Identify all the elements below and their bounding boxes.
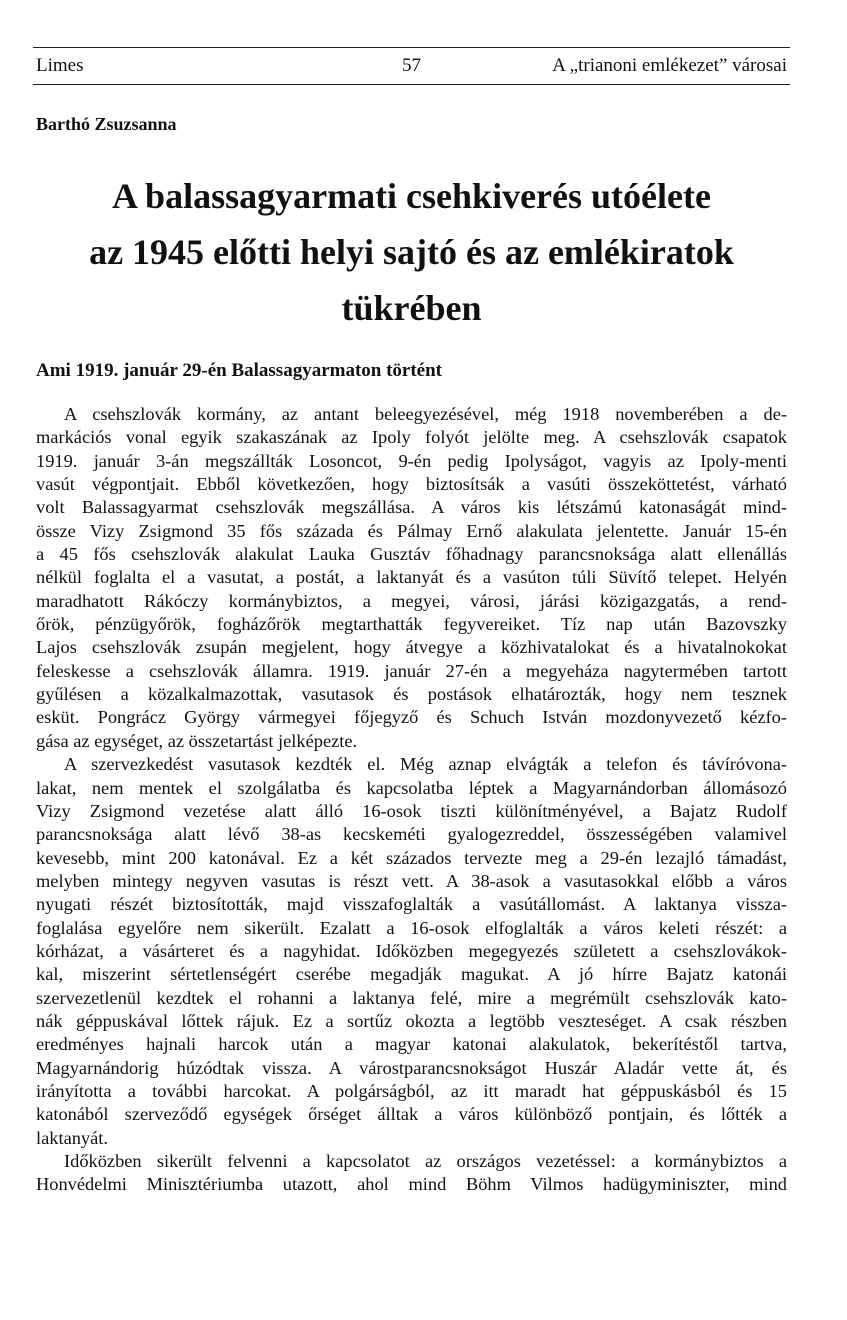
article-title (36, 168, 787, 336)
text-line: őrök, pénzügyőrök, fogházőrök megtarthatták fegyvereiket. Tíz nap után Bazovszky (36, 614, 787, 635)
title-line: az 1945 előtti helyi sajtó és az emlékiratok (89, 232, 734, 272)
text-line: Honvédelmi Minisztériumba utazott, ahol mind Böhm Vilmos hadügyminiszter, mind (36, 1174, 787, 1195)
text-line: Lajos csehszlovák zsupán megjelent, hogy átvegye a közhivatalokat és a hivatalnokokat (36, 637, 787, 658)
text-line: melyben mintegy negyven vasutas is részt vett. A 38-asok a vasutasokkal előbb a város (36, 870, 787, 891)
text-line: markációs vonal egyik szakaszának az Ipoly folyót jelölte meg. A csehszlovák csapatok (36, 427, 787, 448)
text-line: maradhatott Rákóczy kormánybiztos, a megyei, városi, járási közigazgatás, a rend- (36, 590, 787, 611)
section-heading: Ami 1919. január 29-én Balassagyarmaton történt (36, 360, 443, 381)
section-title: A „trianoni emlékezet” városai (552, 55, 787, 76)
text-line: kal, miszerint sértetlenségért cserébe megadják magukat. A jó hírre Bajatz katonái (36, 964, 787, 985)
text-line: össze Vizy Zsigmond 35 fős százada és Pálmay Ernő alakulata jelentette. Január 15-én (36, 520, 787, 541)
text-line: laktanyát. (36, 1127, 109, 1148)
journal-name: Limes (36, 55, 84, 76)
text-line: feleskesse a csehszlovák államra. 1919. január 27-én a megyeháza nagytermében tartott (36, 660, 787, 681)
text-line: eredményes hajnali harcok után a magyar katonai alakulatok, bekerítéstől tartva, (36, 1034, 787, 1055)
text-line: szervezetlenül kezdtek el rohanni a laktanya felé, mire a megrémült csehszlovák kato- (36, 987, 787, 1008)
text-line: Vizy Zsigmond vezetése alatt álló 16-osok tiszti különítményével, a Bajatz Rudolf (36, 800, 787, 821)
text-line: esküt. Pongrácz György vármegyei főjegyző és Schuch István mozdonyvezető kézfo- (36, 707, 787, 728)
text-line: foglalása egyelőre nem sikerült. Ezalatt a 16-osok elfoglalták a város keleti részét: a (36, 917, 787, 938)
text-line: kevesebb, mint 200 katonával. Ez a két százados tervezte meg a 29-én lezajló támadást, (36, 847, 787, 868)
text-line: Magyarnándorig húzódtak vissza. A várostparancsnokságot Huszár Aladár vette át, és (36, 1057, 787, 1078)
page-number: 57 (402, 55, 421, 76)
header-rule-bottom (33, 84, 790, 85)
text-line: lakat, nem mentek el szolgálatba és kapcsolatba léptek a Magyarnándorban állomásozó (36, 777, 787, 798)
text-line: katonából szerveződő egységek őrséget álltak a város különböző pontjain, és lőtték a (36, 1104, 787, 1125)
text-line: a 45 fős csehszlovák alakulat Lauka Gusztáv főhadnagy parancsnoksága alatt ellenállás (36, 544, 787, 565)
text-line: 1919. január 3-án megszállták Losoncot, 9-én pedig Ipolyságot, vagyis az Ipoly-menti (36, 450, 787, 471)
text-line: irányította a további harcokat. A polgárságból, az itt maradt hat géppuskásból és 15 (36, 1080, 787, 1101)
text-line: A szervezkedést vasutasok kezdték el. Még aznap elvágták a telefon és távíróvona- (64, 754, 787, 775)
running-header (36, 53, 787, 79)
header-rule-top (33, 47, 790, 48)
text-line: gása az egységet, az összetartást jelképezte. (36, 730, 358, 751)
text-line: A csehszlovák kormány, az antant beleegyezésével, még 1918 novemberében a de- (64, 404, 787, 424)
text-line: Időközben sikerült felvenni a kapcsolatot az országos vezetéssel: a kormánybiztos a (64, 1151, 787, 1171)
author-name: Barthó Zsuzsanna (36, 114, 177, 134)
text-line: vasút végpontjait. Ebből következően, hogy biztosítsák a vasúti összeköttetést, várható (36, 474, 787, 495)
body-text (36, 403, 787, 1197)
text-line: gyűlésen a közalkalmazottak, vasutasok és postások elhatározták, hogy nem tesznek (36, 684, 787, 705)
text-line: nyugati részét biztosították, majd visszafoglalták a vasútállomást. A laktanya vissza- (36, 894, 787, 915)
title-line: tükrében (341, 288, 482, 328)
text-line: parancsnoksága alatt lévő 38-as kecskeméti gyalogezreddel, összességében valamivel (36, 824, 787, 845)
text-line: nák géppuskával lőttek rájuk. Ez a sortűz okozta a legtöbb veszteséget. A csak részben (36, 1010, 787, 1031)
text-line: volt Balassagyarmat csehszlovák megszállása. A város kis létszámú katonaságát mind- (36, 497, 787, 518)
text-line: kórházat, a vásárteret és a nagyhidat. Időközben megegyezés született a csehszlovákok- (36, 940, 787, 961)
text-line: nélkül foglalta el a vasutat, a postát, a laktanyát és a vasúton túli Süvítő telepet. Helyén (36, 567, 787, 588)
title-line: A balassagyarmati csehkiverés utóélete (112, 176, 711, 216)
